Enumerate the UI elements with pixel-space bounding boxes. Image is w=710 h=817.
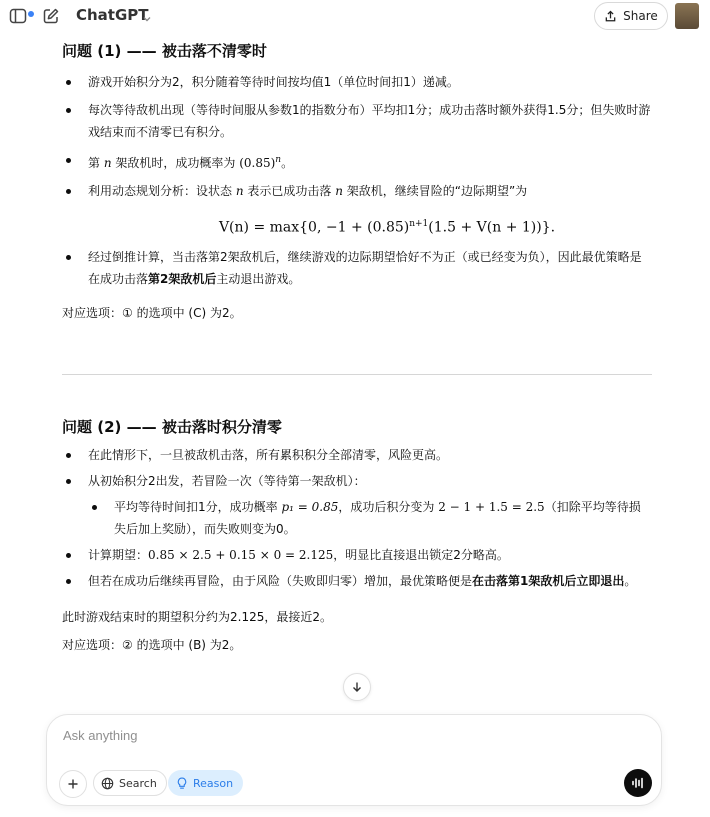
list-item: 从初始积分2出发，若冒险一次（等待第一架敌机）： 平均等待时间扣1分，成功概率 p₁ = 0.85，成功后积分变为 2 − 1 + 1.5 = 2.5（扣除平均等待损失后加上奖励），而失败则变为0。 xyxy=(62,470,652,540)
section-2-answer: 对应选项：② 的选项中 (B) 为2。 xyxy=(62,638,242,652)
assistant-message-part-2 xyxy=(62,416,652,656)
reason-label: Reason xyxy=(193,776,234,790)
list-item: 但若在成功后继续再冒险，由于风险（失败即归零）增加，最优策略便是在击落第1架敌机后立即退出。 xyxy=(62,570,652,592)
scroll-to-bottom-button[interactable] xyxy=(343,673,371,701)
message-composer xyxy=(46,714,662,806)
sub-list-item: 平均等待时间扣1分，成功概率 p₁ = 0.85，成功后积分变为 2 − 1 + 1.5 = 2.5（扣除平均等待损失后加上奖励），而失败则变为0。 xyxy=(88,496,652,540)
globe-icon xyxy=(101,777,114,790)
section-1-answer: 对应选项：① 的选项中 (C) 为2。 xyxy=(62,306,242,320)
section-1-list-cont xyxy=(62,246,652,290)
model-selector[interactable]: ChatGPT xyxy=(76,6,149,24)
list-item: 每次等待敌机出现（等待时间服从参数1的指数分布）平均扣1分；成功击落时额外获得1.5分；但失败时游戏结束而不清零已有积分。 xyxy=(62,99,652,143)
sidebar-toggle-icon[interactable] xyxy=(7,5,29,27)
chevron-down-icon[interactable] xyxy=(142,9,152,28)
search-label: Search xyxy=(119,776,157,790)
section-1-list xyxy=(62,71,652,202)
avatar[interactable] xyxy=(675,3,699,29)
section-2-list xyxy=(62,444,652,592)
attach-button[interactable] xyxy=(59,770,87,798)
section-divider xyxy=(62,374,652,375)
new-chat-icon[interactable] xyxy=(40,5,62,27)
lightbulb-icon xyxy=(176,777,188,790)
share-icon xyxy=(604,10,617,23)
message-input[interactable] xyxy=(61,727,605,744)
top-bar xyxy=(0,0,710,34)
list-item: 第 n 架敌机时，成功概率为 $(0.85)^n$。 xyxy=(62,149,652,174)
voice-waveform-icon xyxy=(631,776,645,790)
list-item: 经过倒推计算，当击落第2架敌机后，继续游戏的边际期望恰好不为正（或已经变为负），因此最优策略是在成功击落第2架敌机后主动退出游戏。 xyxy=(62,246,652,290)
section-2-conclusion: 此时游戏结束时的期望积分约为2.125，最接近2。 xyxy=(62,610,332,624)
notification-dot xyxy=(28,11,34,17)
plus-icon xyxy=(67,778,79,790)
search-button[interactable] xyxy=(93,770,167,796)
section-1-heading: 问题 (1) —— 被击落不清零时 xyxy=(62,42,267,60)
arrow-down-icon xyxy=(351,681,363,693)
assistant-message xyxy=(62,40,652,324)
share-button[interactable] xyxy=(594,2,668,30)
voice-mode-button[interactable] xyxy=(624,769,652,797)
share-label: Share xyxy=(623,9,658,23)
list-item: 游戏开始积分为2，积分随着等待时间按均值1（单位时间扣1）递减。 xyxy=(62,71,652,93)
list-item: 利用动态规划分析：设状态 n 表示已成功击落 n 架敌机，继续冒险的“边际期望”为 xyxy=(62,180,652,202)
section-2-heading: 问题 (2) —— 被击落时积分清零 xyxy=(62,418,282,436)
sub-list xyxy=(88,496,652,540)
list-item: 在此情形下，一旦被敌机击落，所有累积积分全部清零，风险更高。 xyxy=(62,444,652,466)
list-item: 计算期望：0.85 × 2.5 + 0.15 × 0 = 2.125，明显比直接退出锁定2分略高。 xyxy=(62,544,652,566)
reason-button[interactable] xyxy=(168,770,243,796)
value-function-formula: V(n) = max{0, $-1 + (0.85)^{n+1}(1.5 + V(n + 1))$}. xyxy=(218,219,556,236)
